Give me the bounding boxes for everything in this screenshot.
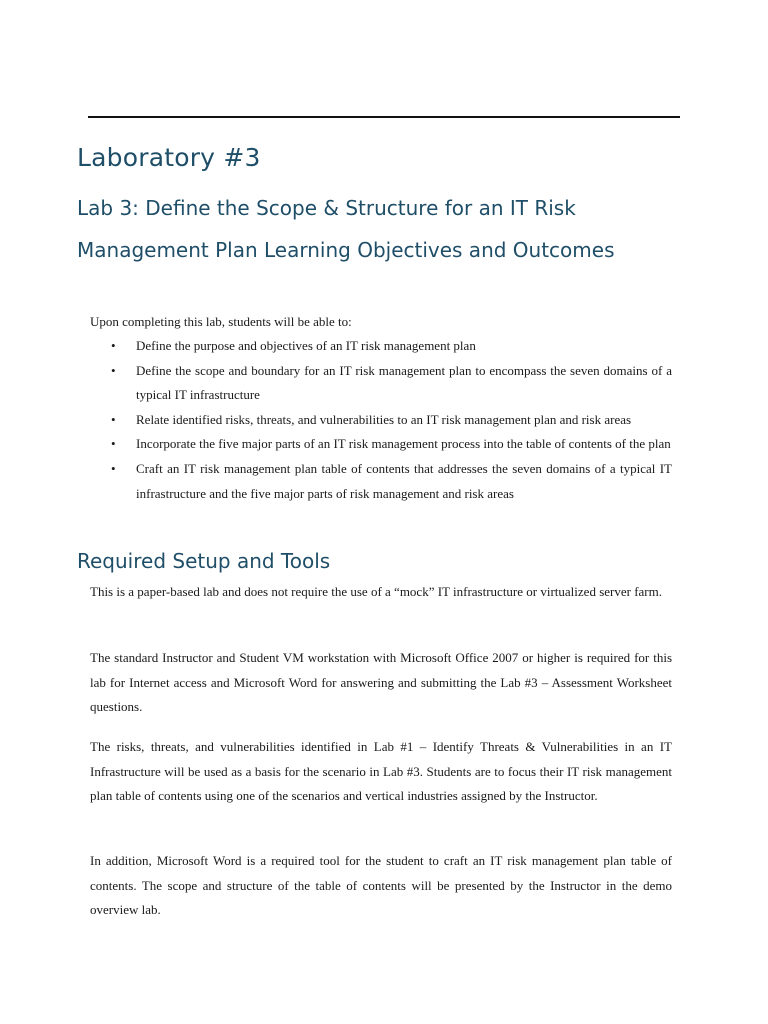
objective-item: [90, 457, 672, 506]
objective-text: Craft an IT risk management plan table of contents that addresses the seven domains of a typical IT infrastructure and the five major parts of risk management and risk areas: [136, 460, 672, 501]
objective-text: Define the scope and boundary for an IT risk management plan to encompass the seven domains of a typical IT infrastructure: [136, 362, 672, 403]
bullet-icon: •: [111, 460, 116, 476]
intro-text: Upon completing this lab, students will be able to:: [90, 314, 352, 329]
objectives-list: [90, 334, 672, 506]
objective-item: [90, 334, 672, 359]
bullet-icon: •: [111, 436, 116, 452]
objective-item: [90, 359, 672, 408]
setup-paragraph: The risks, threats, and vulnerabilities identified in Lab #1 – Identify Threats & Vulnerabilities in an IT Infrastructure will be used as a basis for the scenario in Lab #3. Students are to focus their IT risk management plan table of contents using one of the scenarios and vertical industries assigned by the Instructor.: [90, 739, 672, 804]
section-heading-setup: Required Setup and Tools: [77, 549, 331, 573]
objective-item: [90, 408, 672, 433]
objective-text: Define the purpose and objectives of an IT risk management plan: [136, 338, 476, 353]
bullet-icon: •: [111, 338, 116, 353]
setup-paragraph: This is a paper-based lab and does not require the use of a “mock” IT infrastructure or virtualized server farm.: [90, 584, 662, 599]
bullet-icon: •: [111, 362, 116, 378]
lab-heading: Lab 3: Define the Scope & Structure for an IT Risk Management Plan Learning Objectives and Outcomes: [77, 196, 615, 262]
document-title: Laboratory #3: [77, 143, 261, 172]
bullet-icon: •: [111, 411, 116, 427]
setup-paragraph: In addition, Microsoft Word is a required tool for the student to craft an IT risk management plan table of contents. The scope and structure of the table of contents will be presented by the Instructor in the demo overview lab.: [90, 853, 672, 918]
header-rule: [88, 116, 680, 118]
setup-paragraph: The standard Instructor and Student VM workstation with Microsoft Office 2007 or higher is required for this lab for Internet access and Microsoft Word for answering and submitting the Lab #3 – Assessment Worksheet questions.: [90, 650, 672, 715]
objective-item: [90, 432, 672, 457]
objective-text: Relate identified risks, threats, and vulnerabilities to an IT risk management plan and risk areas: [136, 411, 632, 427]
objective-text: Incorporate the five major parts of an IT risk management process into the table of contents of the plan: [136, 436, 671, 452]
